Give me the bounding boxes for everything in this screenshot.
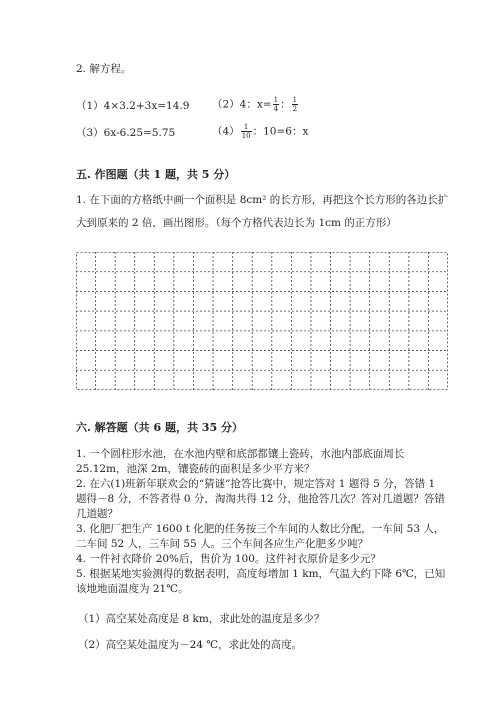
equation-1: （1）4×3.2+3x=14.9 [76,100,190,112]
equation-3: （3）6x-6.25=5.75 [76,127,176,139]
equation-section-title: 2. 解方程。 [76,63,132,75]
equation-4-suffix: ：10=6：x [252,125,309,138]
section-6-line-9: 5. 根据某地实验测得的数据表明，高度每增加 1 km，气温大约下降 6℃，已知 [76,568,446,580]
section-6-subquestion-2: （2）高空某处温度为－24 ℃，求此处的高度。 [78,639,303,651]
section-6-line-7: 二车间 52 人，三车间 55 人。三个车间各应生产化肥多少吨？ [76,538,369,550]
equation-2-colon: ： [280,98,291,111]
section-6-subquestion-1: （1）高空某处高度是 8 km，求此处的温度是多少？ [78,613,325,625]
section-5-question-line-2: 大到原来的 2 倍，画出图形。（每个方格代表边长为 1cm 的正方形） [76,217,397,229]
equation-2-prefix: （2）4：x= [212,98,272,111]
fraction-one-tenth: $\frac{1}{10}$ [241,123,251,140]
section-6-line-4: 题得－8 分，不答者得 0 分，淘淘共得 12 分，他抢答几次？答对几道题？答错 [76,493,445,505]
section-6-line-10: 该地地面温度为 21℃。 [76,583,189,595]
section-5-question-line-1: 1. 在下面的方格纸中画一个面积是 8cm² 的长方形，再把这个长方形的各边长扩 [76,194,449,206]
section-5-heading: 五. 作图题（共 1 题，共 5 分） [76,168,236,181]
grid-border [77,253,448,390]
section-6-line-5: 几道题？ [76,508,118,520]
section-6-line-3: 2. 在六(1)班新年联欢会的“猜谜”抢答比赛中，规定答对 1 题得 5 分，答错 1 [76,478,436,490]
section-6-line-1: 1. 一个圆柱形水池，在水池内壁和底部都镶上瓷砖，水池内部底面周长 [76,448,405,460]
section-6-line-6: 3. 化肥厂把生产 1600 t 化肥的任务按三个车间的人数比分配，一车间 53 人， [76,523,445,535]
fraction-one-quarter: $\frac{1}{4}$ [273,96,279,113]
fraction-one-half: $\frac{1}{2}$ [292,96,298,113]
section-6-line-8: 4. 一件衬衣降价 20%后，售价为 100。这件衬衣原价是多少元？ [76,553,381,565]
section-6-heading: 六. 解答题（共 6 题，共 35 分） [76,421,243,434]
equation-4-prefix: （4） [212,125,240,138]
square-grid-paper [76,252,448,390]
equation-2 [212,96,299,113]
section-6-line-2: 25.12m，池深 2m，镶瓷砖的面积是多少平方米？ [76,463,315,475]
equation-4 [212,123,308,140]
